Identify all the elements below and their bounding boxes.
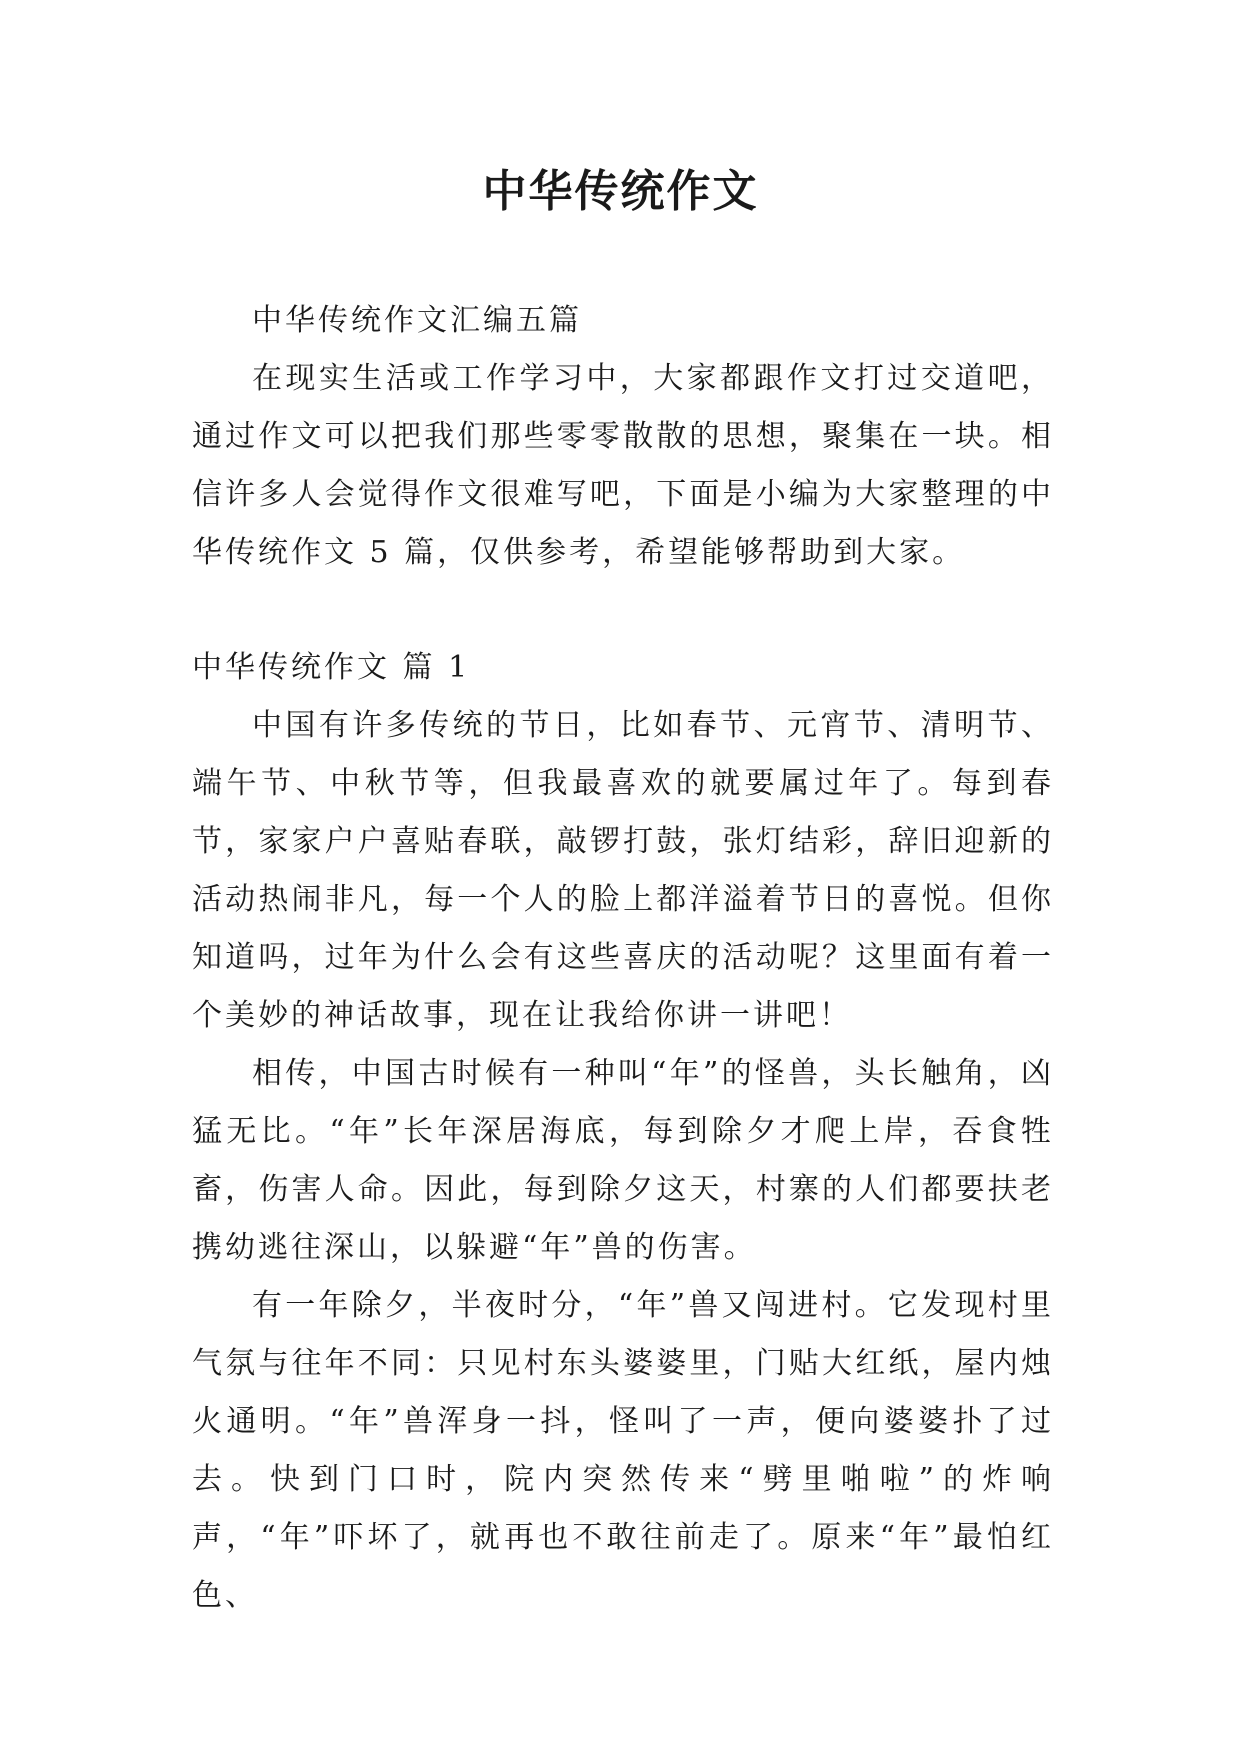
document-subtitle: 中华传统作文汇编五篇 (252, 303, 582, 338)
document-body (192, 292, 1054, 1625)
body-paragraph: 中国有许多传统的节日，比如春节、元宵节、清明节、端午节、中秋节等，但我最喜欢的就要属过年了。每到春节，家家户户喜贴春联，敲锣打鼓，张灯结彩，辞旧迎新的活动热闹非凡，每一个人的脸上都洋溢着节日的喜悦。但你知道吗，过年为什么会有这些喜庆的活动呢？这里面有着一个美妙的神话故事，现在让我给你讲一讲吧！ (192, 708, 1054, 1033)
section-heading: 中华传统作文 篇 1 (192, 650, 471, 685)
document-title: 中华传统作文 (482, 166, 759, 217)
body-paragraph: 相传，中国古时候有一种叫“年”的怪兽，头长触角，凶猛无比。“年”长年深居海底，每到除夕才爬上岸，吞食牲畜，伤害人命。因此，每到除夕这天，村寨的人们都要扶老携幼逃往深山，以躲避“年”兽的伤害。 (192, 1056, 1054, 1265)
intro-paragraph: 在现实生活或工作学习中，大家都跟作文打过交道吧，通过作文可以把我们那些零零散散的思想，聚集在一块。相信许多人会觉得作文很难写吧，下面是小编为大家整理的中华传统作文 5 篇，仅供参考，希望能够帮助到大家。 (192, 361, 1054, 570)
body-paragraph: 有一年除夕，半夜时分，“年”兽又闯进村。它发现村里气氛与往年不同：只见村东头婆婆里，门贴大红纸，屋内烛火通明。“年”兽浑身一抖，怪叫了一声，便向婆婆扑了过去。快到门口时，院内突然传来“劈里啪啦”的炸响声，“年”吓坏了，就再也不敢往前走了。原来“年”最怕红色、 (192, 1288, 1054, 1613)
